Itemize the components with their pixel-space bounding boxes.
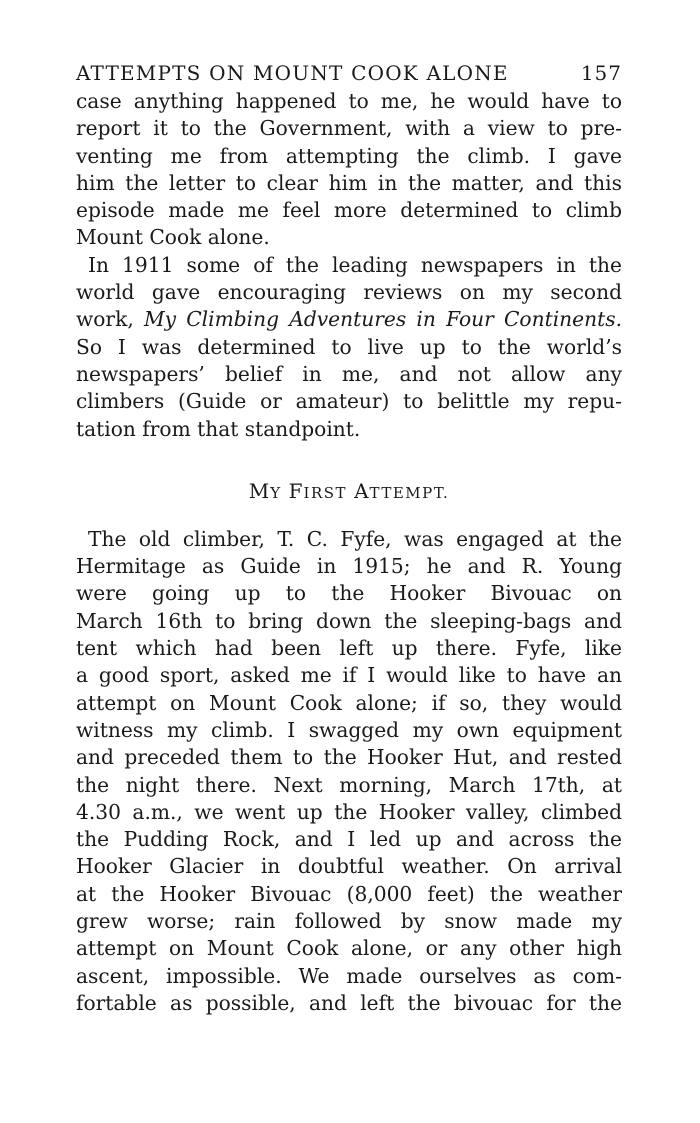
- text-line: fortable as possible, and left the bivouac for the: [76, 990, 622, 1015]
- paragraph-first-attempt: [76, 526, 622, 1017]
- text-line: grew worse; rain followed by snow made my: [76, 909, 622, 934]
- text-line: March 16th to bring down the sleeping-bags and: [76, 608, 622, 633]
- paragraph-1911: [76, 252, 622, 443]
- heading-letter: M: [248, 478, 271, 503]
- heading-letters: Y: [270, 483, 282, 502]
- book-page: [76, 58, 622, 1017]
- text-line: episode made me feel more determined to climb: [76, 198, 622, 223]
- text-line: the Pudding Rock, and I led up and across the: [76, 827, 622, 852]
- page-number: 157: [580, 61, 622, 85]
- running-head: [76, 58, 622, 88]
- text-line: Hermitage as Guide in 1915; he and R. Young: [76, 554, 622, 579]
- text-line: tent which had been left up there. Fyfe, like: [76, 636, 622, 661]
- text-line: Hooker Glacier in doubtful weather. On arrival: [76, 854, 622, 879]
- paragraph-continuation: [76, 88, 622, 252]
- text-line: were going up to the Hooker Bivouac on: [76, 581, 622, 606]
- text-line: world gave encouraging reviews on my second: [76, 280, 622, 305]
- text-line: a good sport, asked me if I would like to have an: [76, 663, 622, 688]
- text-line: case anything happened to me, he would have to: [76, 89, 622, 113]
- heading-letter: A: [354, 478, 370, 503]
- running-title: ATTEMPTS ON MOUNT COOK ALONE: [76, 61, 509, 85]
- text-line: witness my climb. I swagged my own equipment: [76, 717, 622, 742]
- text-line-with-book-title: [76, 306, 622, 333]
- text-line: the night there. Next morning, March 17th, at: [76, 772, 622, 797]
- heading-letter: F: [288, 478, 304, 503]
- text-line: The old climber, T. C. Fyfe, was engaged at the: [88, 526, 622, 551]
- text-line: him the letter to clear him in the matter, and this: [76, 170, 622, 195]
- text-line: newspapers’ belief in me, and not allow any: [76, 361, 622, 386]
- text-line: at the Hooker Bivouac (8,000 feet) the weather: [76, 881, 622, 906]
- heading-letters: TTEMPT.: [369, 483, 450, 502]
- text-line: and preceded them to the Hooker Hut, and rested: [76, 745, 622, 770]
- text-line: report it to the Government, with a view to pre-: [76, 116, 622, 141]
- book-title: My Climbing Adventures in Four Continents.: [143, 307, 622, 332]
- section-heading: [76, 477, 622, 505]
- heading-letters: IRST: [303, 483, 348, 502]
- text-line: Mount Cook alone.: [76, 225, 270, 250]
- text-span: work,: [76, 307, 144, 332]
- text-line: attempt on Mount Cook alone, or any other high: [76, 936, 622, 961]
- text-line: In 1911 some of the leading newspapers in the: [88, 252, 622, 277]
- text-line: venting me from attempting the climb. I gave: [76, 143, 622, 168]
- text-line: attempt on Mount Cook alone; if so, they would: [76, 690, 622, 715]
- text-line: So I was determined to live up to the world’s: [76, 334, 622, 359]
- text-line: 4.30 a.m., we went up the Hooker valley, climbed: [76, 799, 622, 824]
- text-line: tation from that standpoint.: [76, 416, 361, 441]
- text-line: climbers (Guide or amateur) to belittle my repu-: [76, 389, 622, 414]
- text-line: ascent, impossible. We made ourselves as com-: [76, 963, 622, 988]
